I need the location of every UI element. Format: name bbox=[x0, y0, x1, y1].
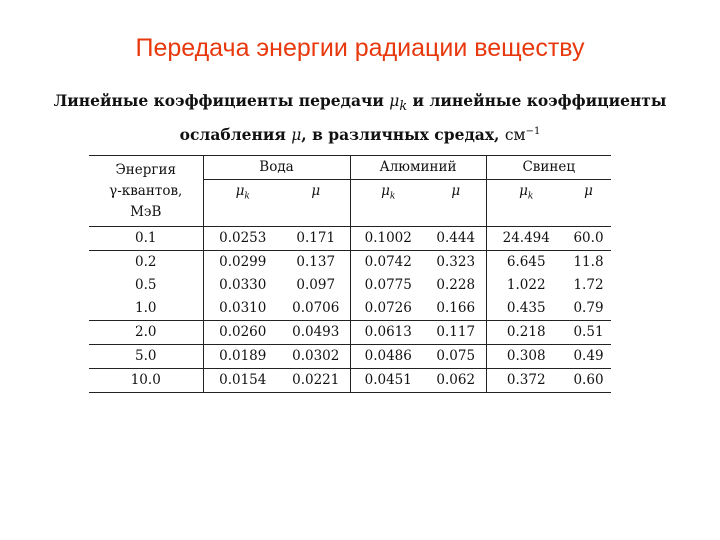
value-cell: 6.645 bbox=[506, 254, 546, 270]
energy-cell: 0.2 bbox=[89, 251, 203, 275]
energy-header-line: γ-квантов, bbox=[109, 182, 183, 199]
value-cell: 0.51 bbox=[566, 321, 611, 345]
mu-symbol: μ bbox=[584, 183, 593, 199]
energy-header bbox=[89, 156, 203, 227]
value-cell: 1.022 bbox=[506, 277, 546, 293]
value-cell: 24.494 bbox=[486, 227, 566, 251]
value-cell: 0.0330 bbox=[219, 277, 267, 293]
caption-text: ослабления bbox=[179, 125, 292, 145]
value-cell: 0.60 bbox=[566, 369, 611, 393]
value-cell: 0.0310 bbox=[203, 297, 282, 321]
mu-k-symbol: $\mu_k$ bbox=[235, 183, 250, 202]
coefficient-header bbox=[566, 180, 611, 227]
table-row bbox=[89, 369, 611, 393]
slide-title: Передача энергии радиации веществу bbox=[135, 34, 585, 62]
value-cell: 0.435 bbox=[486, 297, 566, 321]
value-cell: 0.075 bbox=[426, 345, 486, 369]
energy-cell: 5.0 bbox=[89, 345, 203, 369]
value-cell: 0.171 bbox=[282, 227, 350, 251]
mu-k-symbol: $\mu_k$ bbox=[381, 183, 396, 202]
value-cell: 0.0221 bbox=[282, 369, 350, 393]
table-row bbox=[89, 251, 611, 275]
table-row bbox=[89, 227, 611, 251]
energy-cell: 0.1 bbox=[89, 227, 203, 251]
energy-header-line: МэВ bbox=[130, 203, 162, 220]
table-row bbox=[89, 274, 611, 297]
value-cell: 0.218 bbox=[486, 321, 566, 345]
caption-line-2 bbox=[0, 119, 720, 148]
value-cell: 0.308 bbox=[486, 345, 566, 369]
value-cell: 0.0189 bbox=[203, 345, 282, 369]
energy-header-line: Энергия bbox=[115, 161, 177, 178]
coefficient-header bbox=[350, 180, 426, 227]
caption-text: Линейные коэффициенты передачи bbox=[53, 91, 390, 110]
caption-text: , в различных средах, bbox=[301, 125, 505, 145]
value-cell: 0.0742 bbox=[364, 254, 412, 270]
value-cell: 0.0299 bbox=[219, 254, 267, 270]
mu-symbol: μ bbox=[451, 183, 461, 199]
energy-cell: 1.0 bbox=[89, 297, 203, 321]
value-cell: 60.0 bbox=[566, 227, 611, 251]
value-cell: 0.444 bbox=[426, 227, 486, 251]
mu-subscript: k bbox=[389, 191, 396, 202]
mu-k-symbol: $\mu_k$ bbox=[519, 183, 534, 202]
table-row bbox=[89, 297, 611, 321]
caption-text: и линейные коэффициенты bbox=[407, 91, 667, 110]
value-cell: 0.0613 bbox=[350, 321, 426, 345]
medium-header-lead: Свинец bbox=[486, 156, 611, 180]
value-cell: 0.097 bbox=[282, 274, 350, 297]
value-cell: 0.0302 bbox=[282, 345, 350, 369]
value-cell: 0.0154 bbox=[203, 369, 282, 393]
medium-header-water: Вода bbox=[203, 156, 350, 180]
unit-label: $см^{-1}$ bbox=[504, 126, 541, 145]
value-cell: 0.062 bbox=[426, 369, 486, 393]
table-caption bbox=[0, 88, 720, 148]
caption-line-1 bbox=[0, 88, 720, 119]
coefficient-header bbox=[426, 180, 486, 227]
value-cell: 0.0726 bbox=[350, 297, 426, 321]
mu-k-symbol: $\mu_k$ bbox=[389, 92, 408, 115]
coefficient-header bbox=[203, 180, 282, 227]
value-cell: 0.0253 bbox=[203, 227, 282, 251]
value-cell: 0.166 bbox=[426, 297, 486, 321]
value-cell: 0.1002 bbox=[350, 227, 426, 251]
energy-cell: 2.0 bbox=[89, 321, 203, 345]
value-cell: 0.117 bbox=[426, 321, 486, 345]
value-cell: 0.0260 bbox=[203, 321, 282, 345]
value-cell: 0.79 bbox=[566, 297, 611, 321]
value-cell: 0.0706 bbox=[282, 297, 350, 321]
value-cell: 0.0486 bbox=[350, 345, 426, 369]
mu-subscript: k bbox=[244, 191, 250, 202]
value-cell: 1.72 bbox=[573, 277, 604, 293]
value-cell: 0.372 bbox=[486, 369, 566, 393]
value-cell: 0.0775 bbox=[364, 277, 412, 293]
mu-symbol: μ bbox=[291, 126, 302, 145]
value-cell: 0.323 bbox=[426, 251, 486, 275]
coefficient-header bbox=[486, 180, 566, 227]
table-row bbox=[89, 345, 611, 369]
coefficients-table bbox=[89, 155, 611, 393]
value-cell: 0.0493 bbox=[282, 321, 350, 345]
table-row bbox=[89, 321, 611, 345]
value-cell: 0.137 bbox=[282, 251, 350, 275]
mu-subscript: k bbox=[527, 191, 534, 202]
medium-header-aluminium: Алюминий bbox=[350, 156, 486, 180]
value-cell: 11.8 bbox=[573, 254, 604, 270]
value-cell: 0.228 bbox=[426, 274, 486, 297]
energy-cell: 10.0 bbox=[89, 369, 203, 393]
mu-symbol: μ bbox=[311, 183, 321, 199]
energy-cell: 0.5 bbox=[89, 274, 203, 297]
value-cell: 0.0451 bbox=[350, 369, 426, 393]
coefficient-header bbox=[282, 180, 350, 227]
value-cell: 0.49 bbox=[566, 345, 611, 369]
